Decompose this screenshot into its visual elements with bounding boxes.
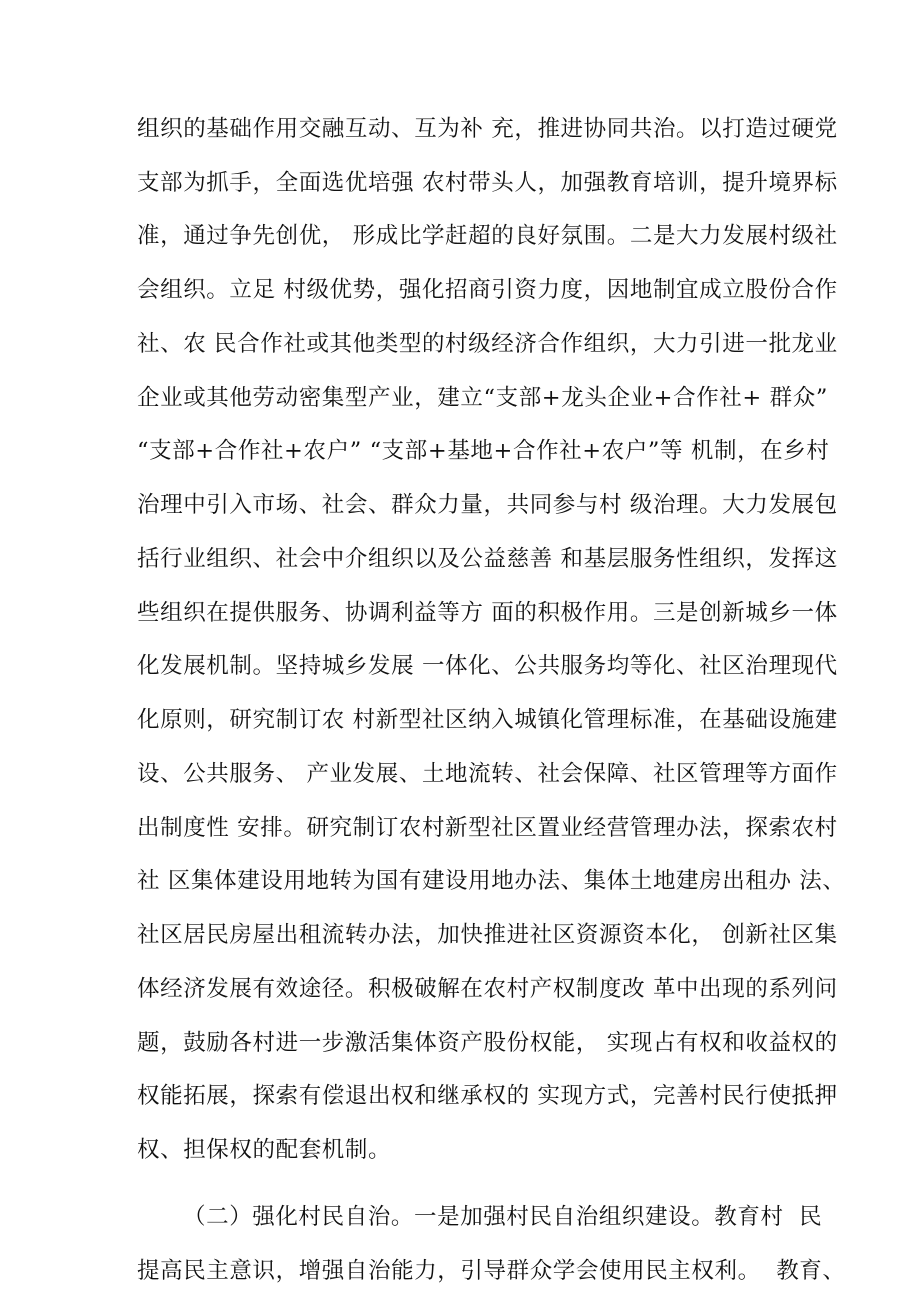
text-line: 些组织在提供服务、协调利益等方 面的积极作用。三是创新城乡一体: [137, 600, 838, 626]
text-line: 权能拓展，探索有偿退出权和继承权的 实现方式，完善村民行使抵押: [137, 1083, 838, 1109]
text-line: 会组织。立足 村级优势，强化招商引资力度，因地制宜成立股份合作: [137, 277, 838, 303]
text-line: 治理中引入市场、社会、群众力量，共同参与村 级治理。大力发展包: [137, 492, 838, 518]
text-line: “支部+合作社+农户” “支部+基地+合作社+农户”等 机制，在乡村: [137, 438, 830, 464]
text-line: 权、担保权的配套机制。: [137, 1137, 392, 1163]
text-line: 企业或其他劳动密集型产业，建立“支部+龙头企业+合作社+ 群众”: [137, 385, 828, 411]
text-line: 组织的基础作用交融互动、互为补 充，推进协同共治。以打造过硬党: [137, 116, 838, 142]
text-line: 设、公共服务、 产业发展、土地流转、社会保障、社区管理等方面作: [137, 761, 838, 787]
text-line: 社 区集体建设用地转为国有建设用地办法、集体土地建房出租办 法、: [137, 868, 846, 894]
text-line: 化发展机制。坚持城乡发展 一体化、公共服务均等化、社区治理现代: [137, 653, 838, 679]
text-line: 社、农 民合作社或其他类型的村级经济合作组织，大力引进一批龙业: [137, 331, 838, 357]
text-line: 准，通过争先创优， 形成比学赶超的良好氛围。二是大力发展村级社: [137, 223, 838, 249]
text-line: 支部为抓手，全面选优培强 农村带头人，加强教育培训，提升境界标: [137, 170, 838, 196]
text-line: 题，鼓励各村进一步激活集体资产股份权能， 实现占有权和收益权的: [137, 1030, 838, 1056]
text-line: 提高民主意识，增强自治能力，引导群众学会使用民主权利。 教育、: [137, 1258, 846, 1284]
text-line: 括行业组织、社会中介组织以及公益慈善 和基层服务性组织，发挥这: [137, 546, 838, 572]
text-line: （二）强化村民自治。一是加强村民自治组织建设。教育村 民: [183, 1204, 823, 1230]
text-line: 体经济发展有效途径。积极破解在农村产权制度改 革中出现的系列问: [137, 976, 838, 1002]
text-line: 出制度性 安排。研究制订农村新型社区置业经营管理办法，探索农村: [137, 815, 838, 841]
text-line: 化原则，研究制订农 村新型社区纳入城镇化管理标准，在基础设施建: [137, 707, 838, 733]
text-line: 社区居民房屋出租流转办法，加快推进社区资源资本化， 创新社区集: [137, 922, 838, 948]
